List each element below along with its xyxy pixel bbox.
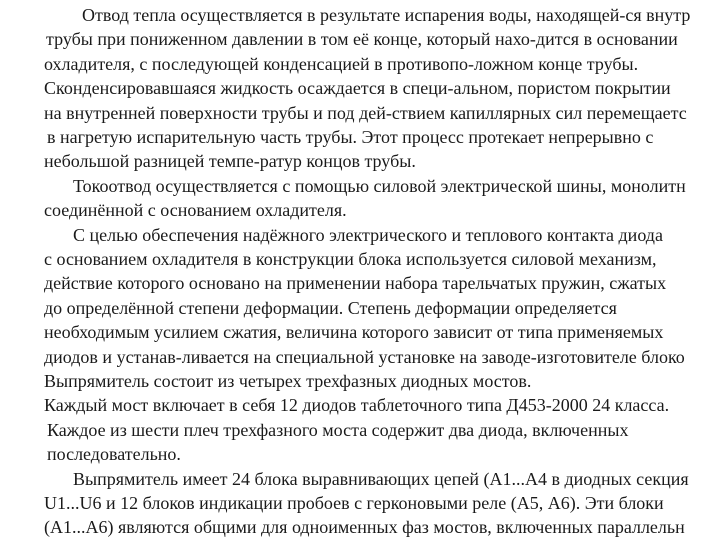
- text-line: небольшой разницей темпе-ратур концов трубы.: [44, 151, 416, 172]
- text-line: в нагретую испарительную часть трубы. Этот процесс протекает непрерывно с: [47, 127, 654, 147]
- text-line: необходимым усилием сжатия, величина которого зависит от типа применяемых: [44, 322, 664, 343]
- text-line: U1...U6 и 12 блоков индикации пробоев с герконовыми реле (А5, А6). Эти блоки: [44, 493, 664, 513]
- text-line: (А1...А6) являются общими для одноименных фаз мостов, включенных параллельн: [44, 517, 685, 538]
- text-line: соединённой с основанием охладителя.: [44, 200, 347, 221]
- text-line: на внутренней поверхности трубы и под дей-ствием капиллярных сил перемещаетс: [44, 102, 687, 123]
- text-line: Каждый мост включает в себя 12 диодов таблеточного типа Д453-2000 24 класса.: [44, 395, 670, 416]
- text-line: Отвод тепла осуществляется в результате испарения воды, находящей-ся внутр: [82, 5, 691, 25]
- text-line: Токоотвод осуществляется с помощью силовой электрической шины, монолитн: [73, 175, 686, 196]
- text-line: до определённой степени деформации. Степень деформации определяется: [44, 297, 617, 318]
- text-line: Каждое из шести плеч трехфазного моста содержит два диода, включенных: [47, 419, 629, 440]
- text-line: с основанием охладителя в конструкции блока используется силовой механизм,: [44, 249, 657, 269]
- text-line: трубы при пониженном давлении в том её конце, который нахо-дится в основании: [46, 29, 678, 50]
- text-line: диодов и устанав-ливается на специальной установке на заводе-изготовителе блоко: [44, 346, 685, 367]
- text-line: Выпрямитель состоит из четырех трехфазных диодных мостов.: [44, 371, 532, 391]
- text-line: Сконденсировавшаяся жидкость осаждается в специ-альном, пористом покрытии: [44, 78, 671, 99]
- text-line: действие которого основано на применении набора тарельчатых пружин, сжатых: [44, 273, 667, 294]
- text-line: С целью обеспечения надёжного электрического и теплового контакта диода: [73, 224, 663, 245]
- text-line: охладителя, с последующей конденсацией в противопо-ложном конце трубы.: [44, 53, 639, 74]
- text-line: последовательно.: [47, 444, 181, 465]
- text-line: Выпрямитель имеет 24 блока выравнивающих цепей (А1...А4 в диодных секция: [73, 468, 689, 489]
